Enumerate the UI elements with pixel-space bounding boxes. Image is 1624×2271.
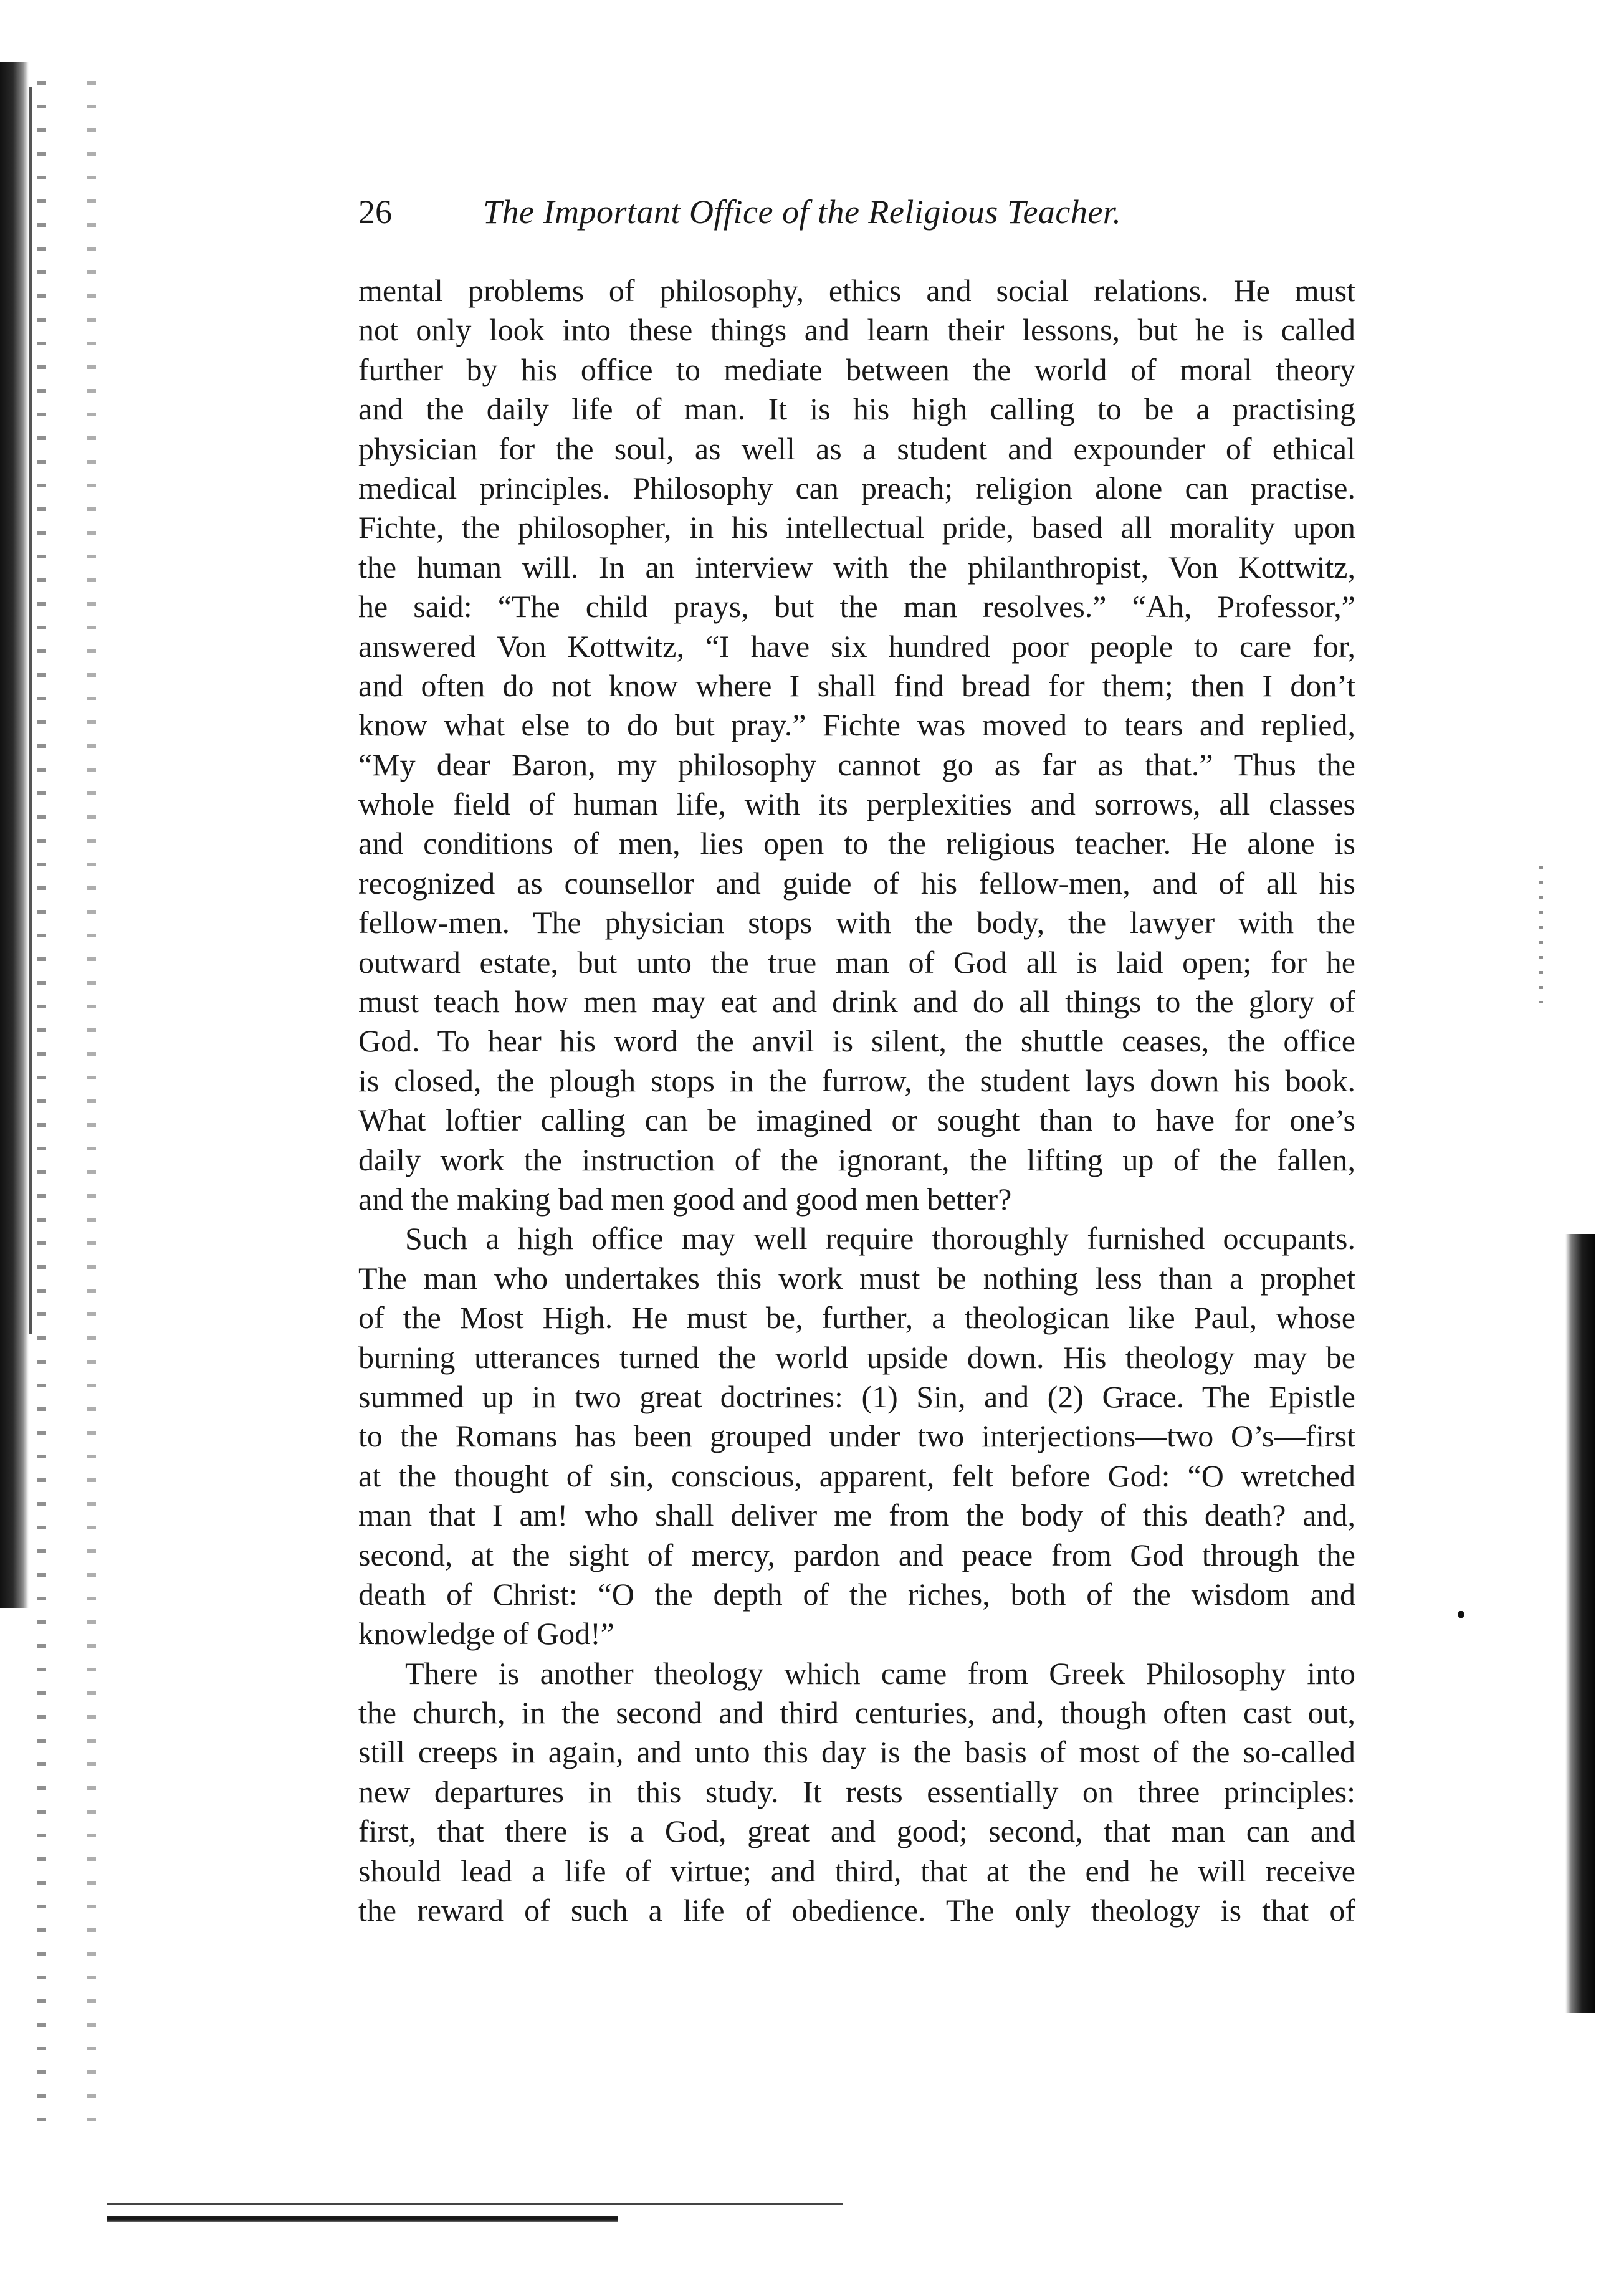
text-line: death of Christ: “O the depth of the riches, both of the wisdom and (358, 1576, 1355, 1612)
paragraph-end-line: knowledge of God!” (358, 1616, 614, 1652)
text-line: mental problems of philosophy, ethics and social relations. He must (358, 273, 1355, 308)
text-line: he said: “The child prays, but the man resolves.” “Ah, Professor,” (358, 589, 1355, 624)
text-line: must teach how men may eat and drink and do all things to the glory of (358, 984, 1355, 1020)
text-line: at the thought of sin, conscious, apparent, felt before God: “O wretched (358, 1458, 1355, 1493)
binding-shadow-line (29, 87, 32, 1334)
running-head (358, 187, 1231, 237)
binding-shadow (0, 62, 29, 1608)
text-line: fellow-men. The physician stops with the body, the lawyer with the (358, 905, 1355, 940)
text-line: to the Romans has been grouped under two interjections—two O’s—first (358, 1418, 1355, 1454)
paragraph-end-line: and the making bad men good and good men better? (358, 1181, 1012, 1217)
text-line: “My dear Baron, my philosophy cannot go as far as that.” Thus the (358, 747, 1355, 782)
text-line: summed up in two great doctrines: (1) Sin, and (2) Grace. The Epistle (358, 1379, 1355, 1414)
text-line: daily work the instruction of the ignorant, the lifting up of the fallen, (358, 1142, 1355, 1177)
text-line: first, that there is a God, great and good; second, that man can and (358, 1814, 1355, 1849)
text-line: What loftier calling can be imagined or sought than to have for one’s (358, 1102, 1355, 1138)
running-title: The Important Office of the Religious Teacher. (483, 193, 1122, 231)
text-line: answered Von Kottwitz, “I have six hundred poor people to care for, (358, 628, 1355, 664)
ink-spot (1458, 1611, 1464, 1618)
text-line: the church, in the second and third centuries, and, though often cast out, (358, 1695, 1355, 1731)
text-line: should lead a life of virtue; and third, that at the end he will receive (358, 1853, 1355, 1888)
text-line: is closed, the plough stops in the furrow, the student lays down his book. (358, 1063, 1355, 1098)
text-line: and conditions of men, lies open to the religious teacher. He alone is (358, 826, 1355, 861)
text-line: the human will. In an interview with the philanthropist, Von Kottwitz, (358, 549, 1355, 585)
text-line: still creeps in again, and unto this day is the basis of most of the so-called (358, 1734, 1355, 1770)
text-line: man that I am! who shall deliver me from the body of this death? and, (358, 1498, 1355, 1533)
text-line: second, at the sight of mercy, pardon and peace from God through the (358, 1537, 1355, 1572)
text-line: recognized as counsellor and guide of his fellow-men, and of all his (358, 865, 1355, 901)
text-line: The man who undertakes this work must be nothing less than a prophet (358, 1260, 1355, 1296)
bottom-page-edge-line (107, 2203, 843, 2205)
text-line: know what else to do but pray.” Fichte was moved to tears and replied, (358, 707, 1355, 743)
body-text (358, 271, 1355, 1930)
right-margin-speckle (1539, 866, 1543, 1003)
text-line: Fichte, the philosopher, in his intellectual pride, based all morality upon (358, 510, 1355, 545)
right-page-edge-shadow (1565, 1234, 1595, 2013)
text-line: medical principles. Philosophy can preach; religion alone can practise. (358, 470, 1355, 505)
paragraph-first-line: There is another theology which came from Greek Philosophy into (405, 1655, 1355, 1691)
bottom-page-edge (107, 2216, 618, 2222)
paragraph-first-line: Such a high office may well require thoroughly furnished occupants. (405, 1221, 1355, 1256)
gutter-speckle-left (37, 81, 46, 2138)
text-line: God. To hear his word the anvil is silent, the shuttle ceases, the office (358, 1023, 1355, 1059)
text-line: of the Most High. He must be, further, a theologican like Paul, whose (358, 1300, 1355, 1336)
gutter-speckle-right (87, 81, 96, 2138)
text-line: new departures in this study. It rests essentially on three principles: (358, 1774, 1355, 1809)
text-line: and often do not know where I shall find bread for them; then I don’t (358, 667, 1355, 703)
text-line: outward estate, but unto the true man of God all is laid open; for he (358, 944, 1355, 980)
text-line: the reward of such a life of obedience. The only theology is that of (358, 1893, 1355, 1928)
page-number: 26 (358, 193, 392, 231)
text-line: physician for the soul, as well as a student and expounder of ethical (358, 431, 1355, 466)
text-line: and the daily life of man. It is his high calling to be a practising (358, 391, 1355, 427)
text-line: further by his office to mediate between the world of moral theory (358, 351, 1355, 387)
text-line: not only look into these things and learn their lessons, but he is called (358, 312, 1355, 348)
text-line: burning utterances turned the world upside down. His theology may be (358, 1339, 1355, 1375)
text-line: whole field of human life, with its perplexities and sorrows, all classes (358, 786, 1355, 822)
